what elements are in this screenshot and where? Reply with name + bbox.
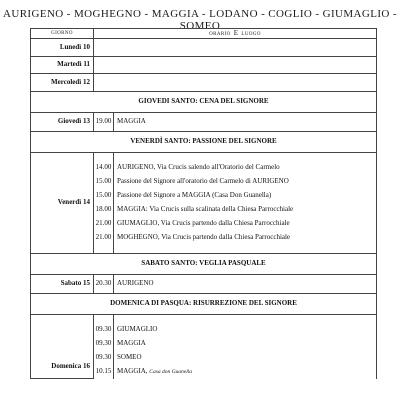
- event-time: 09.30: [94, 337, 114, 351]
- section-title-friday: VENERDÌ SANTO: PASSIONE DEL SIGNORE: [31, 131, 377, 152]
- day-content-tuesday: [94, 56, 377, 74]
- event-place: Passione del Signore a MAGGIA (Casa Don Guanella): [114, 189, 377, 203]
- event-place: Passione del Signore all'oratorio del Carmelo di AURIGENO: [114, 175, 377, 189]
- spacer-cell: [94, 152, 114, 161]
- event-time: 21.00: [94, 231, 114, 245]
- day-row-saturday: [31, 274, 377, 293]
- column-header-place: LUOGO: [241, 32, 261, 37]
- event-place: SOMEO: [114, 351, 377, 365]
- event-time: 19.00: [94, 112, 114, 131]
- day-row-thursday: [31, 112, 377, 131]
- column-header-time-place: [94, 29, 377, 39]
- spacer-row: [31, 152, 377, 161]
- day-label-friday: Venerdì 14: [31, 152, 94, 253]
- event-time: 09.30: [94, 323, 114, 337]
- event-place: MAGGIA: [114, 112, 377, 131]
- event-time: 10.15: [94, 365, 114, 379]
- column-header-day: GIORNO: [31, 29, 94, 39]
- column-header-conjunction: E: [233, 29, 239, 37]
- event-time: 20.30: [94, 274, 114, 293]
- day-label-tuesday: Martedì 11: [31, 56, 94, 74]
- event-time: 18.00: [94, 203, 114, 217]
- event-place-name: MAGGIA,: [117, 366, 148, 375]
- event-time: 21.00: [94, 217, 114, 231]
- spacer-cell: [114, 152, 377, 161]
- event-place: AURIGENO, Via Crucis salendo all'Oratorio del Carmelo: [114, 161, 377, 175]
- event-place: [114, 365, 377, 379]
- event-time: 14.00: [94, 161, 114, 175]
- day-row-tuesday: [31, 56, 377, 74]
- event-place: MAGGIA: Via Crucis sulla scalinata della Chiesa Parrocchiale: [114, 203, 377, 217]
- spacer-cell: [94, 245, 114, 254]
- event-place: GIUMAGLIO, Via Crucis partendo dalla Chiesa Parrocchiale: [114, 217, 377, 231]
- day-row-wednesday: [31, 74, 377, 92]
- event-time: 09.30: [94, 351, 114, 365]
- event-place: GIUMAGLIO: [114, 323, 377, 337]
- event-place: AURIGENO: [114, 274, 377, 293]
- spacer-row: [31, 314, 377, 323]
- day-content-wednesday: [94, 74, 377, 92]
- spacer-cell: [114, 245, 377, 254]
- section-row-saturday: [31, 253, 377, 274]
- day-label-monday: Lunedì 10: [31, 39, 94, 57]
- column-header-row: [31, 29, 377, 39]
- event-time: 15.00: [94, 175, 114, 189]
- schedule-table: [30, 28, 377, 379]
- day-label-sunday: Domenica 16: [31, 314, 94, 379]
- column-header-time: ORARIO: [209, 32, 231, 37]
- day-label-thursday: Giovedì 13: [31, 112, 94, 131]
- spacer-cell: [94, 314, 114, 323]
- section-row-friday: [31, 131, 377, 152]
- section-title-sunday: DOMENICA DI PASQUA: RISURREZIONE DEL SIGNORE: [31, 293, 377, 314]
- section-title-saturday: SABATO SANTO: VEGLIA PASQUALE: [31, 253, 377, 274]
- spacer-cell: [114, 314, 377, 323]
- section-row-sunday: [31, 293, 377, 314]
- day-label-saturday: Sabato 15: [31, 274, 94, 293]
- section-title-thursday: GIOVEDI SANTO: CENA DEL SIGNORE: [31, 91, 377, 112]
- day-content-monday: [94, 39, 377, 57]
- event-time: 15.00: [94, 189, 114, 203]
- day-label-wednesday: Mercoledì 12: [31, 74, 94, 92]
- villages-header: AURIGENO - MOGHEGNO - MAGGIA - LODANO - COGLIO - GIUMAGLIO - SOMEO: [3, 8, 397, 32]
- event-place: MAGGIA: [114, 337, 377, 351]
- section-row-thursday: [31, 91, 377, 112]
- event-place-note: Casa don Guanella: [149, 368, 193, 375]
- day-row-monday: [31, 39, 377, 57]
- event-place: MOGHEGNO, Via Crucis partendo dalla Chiesa Parrocchiale: [114, 231, 377, 245]
